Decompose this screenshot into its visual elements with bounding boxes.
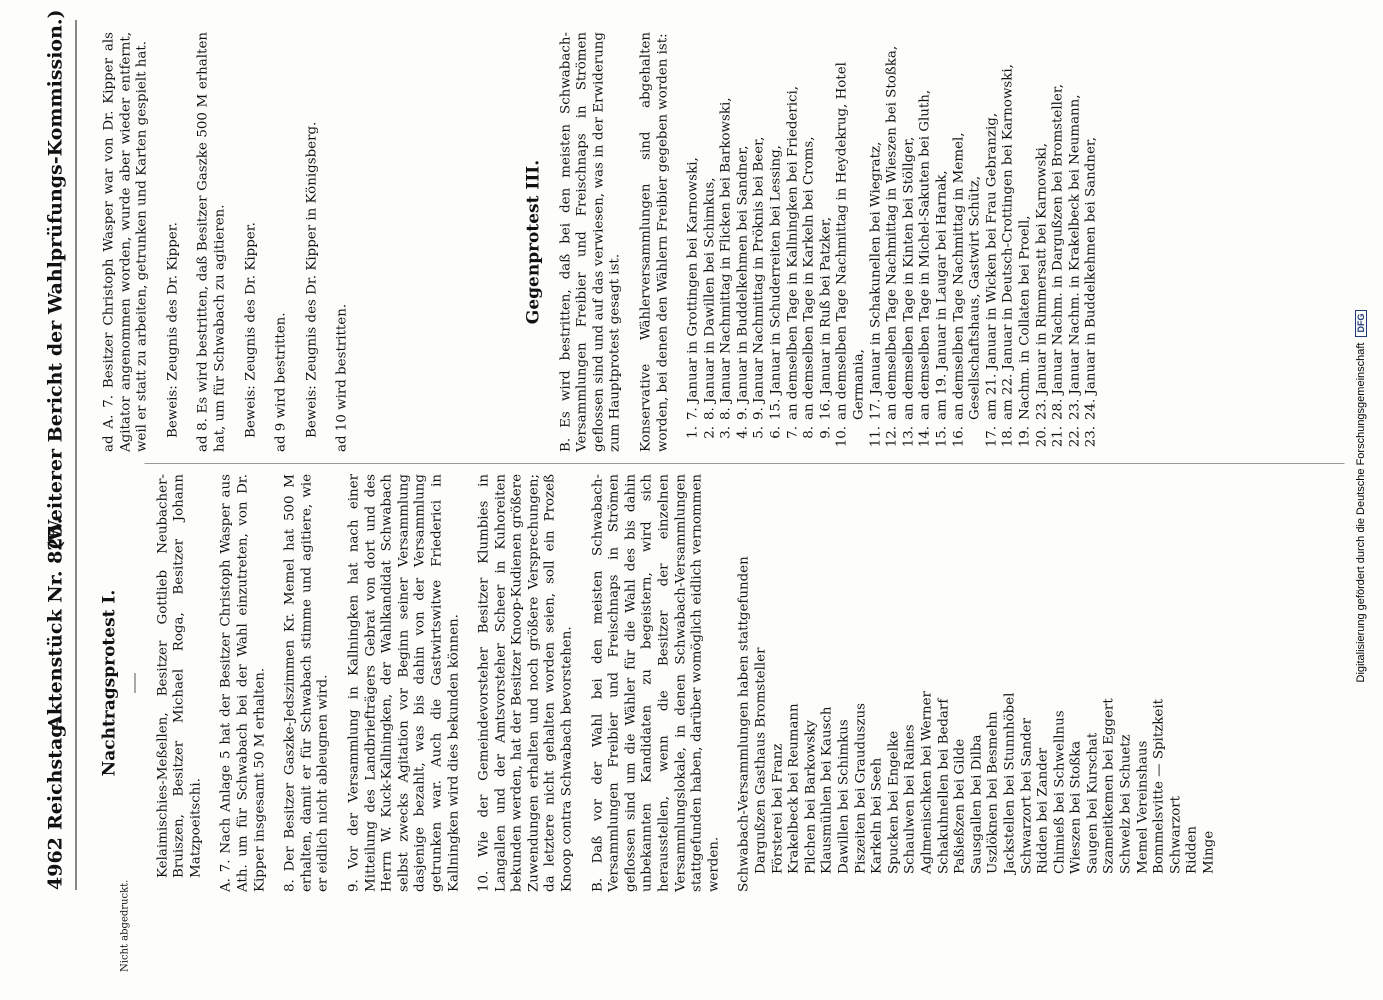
meeting-number: 3. xyxy=(718,426,734,439)
reply-8: ad 8. Es wird bestritten, daß Besitzer Gaszke 500 M erhalten hat, um für Schwabach zu agitieren. xyxy=(195,32,228,452)
location-item: Ridden bei Zander xyxy=(1035,747,1051,874)
meeting-number: 21. xyxy=(1050,426,1066,448)
meeting-number: 23. xyxy=(1083,426,1099,448)
meeting-item xyxy=(885,32,902,452)
location-item: Uszlöknen bei Besmehn xyxy=(985,711,1001,874)
location-item: Minge xyxy=(1201,830,1217,874)
meeting-number: 22. xyxy=(1067,426,1083,448)
location-item: Karkeln bei Seeh xyxy=(869,757,885,874)
dfg-logo: DFG xyxy=(1355,310,1367,337)
meeting-item xyxy=(835,32,868,452)
meeting-text: 8. Januar in Dawillen bei Schimkus, xyxy=(702,177,718,420)
meeting-text: am 19. Januar in Laugar bei Harnak, xyxy=(934,170,950,420)
meeting-list xyxy=(686,32,1101,452)
meeting-text: 28. Januar Nachm. in Dargußzen bei Bromsteller, xyxy=(1050,83,1066,420)
meeting-text: an demselben Tage in Kallningken bei Friederici, xyxy=(785,85,801,420)
meeting-number: 9. xyxy=(818,426,834,439)
meeting-item xyxy=(901,32,918,452)
location-item: Pilchen bei Barkowsky xyxy=(803,720,819,874)
paragraph-9: 9. Vor der Versammlung in Kallningken hat nach einer Mitteilung des Landbriefträgers Gebrat von dort und des Herrn W. Kuck-Kallningken, der Wahlkandidat Schwabach selbst zwecks Agitation vor Beginn seiner Versammlung dasjenige bezahlt, was bis dahin von der Versammlung getrunken war. Auch die Gastwirtswitwe Friederici in Kallningken wird dies bekunden können. xyxy=(346,474,461,892)
meeting-text: 9. Januar Nachmittag in Pröknis bei Beer, xyxy=(751,136,767,420)
meeting-text: an demselben Tage in Michel-Sakuten bei Gluth, xyxy=(917,89,933,420)
meeting-item xyxy=(868,32,885,452)
meeting-item xyxy=(984,32,1001,452)
location-item: Spucken bei Engelke xyxy=(886,730,902,874)
meeting-item xyxy=(935,32,952,452)
page-number: 4962 xyxy=(44,837,67,890)
meeting-number: 2. xyxy=(702,426,718,439)
reply-a7-proof: Beweis: Zeugnis des Dr. Kipper. xyxy=(165,222,181,438)
location-item: Paßießzen bei Gilde xyxy=(952,738,968,874)
location-item: Szameitkemen bei Eggert xyxy=(1101,698,1117,874)
location-item: Krakelbeck bei Reumann xyxy=(786,703,802,874)
meeting-item xyxy=(702,32,719,452)
header-report-title: (Weiterer Bericht der Wahlprüfungs-Kommission.) xyxy=(44,9,67,550)
location-item: Försterei bei Franz xyxy=(770,743,786,874)
meeting-number: 20. xyxy=(1034,426,1050,448)
title-rule xyxy=(134,673,135,693)
location-item: Piszeiten bei Grauduszus xyxy=(853,703,869,874)
column-gap xyxy=(365,32,525,452)
meeting-text: am 22. Januar in Deutsch-Crottingen bei Karnowski, xyxy=(1000,64,1016,420)
meeting-text: 17. Januar in Schakunellen bei Wiegratz, xyxy=(868,141,884,420)
running-header xyxy=(42,9,77,890)
meeting-text: 23. Januar in Rimmersatt bei Karnowski, xyxy=(1034,142,1050,420)
location-item: Sausgallen bei Dilba xyxy=(969,734,985,874)
location-list-intro: Schwabach-Versammlungen haben stattgefunden xyxy=(736,556,752,892)
meeting-item xyxy=(802,32,819,452)
meeting-item xyxy=(1017,32,1034,452)
meeting-item xyxy=(719,32,736,452)
meeting-item xyxy=(1084,32,1101,452)
header-document-number: Aktenstück Nr. 825. xyxy=(44,517,67,730)
location-item: Bommelsvitte — Spitzkeit xyxy=(1151,699,1167,874)
meeting-text: an demselben Tage in Kinten bei Stöllger, xyxy=(901,136,917,420)
meeting-item xyxy=(735,32,752,452)
reply-8-proof: Beweis: Zeugnis des Dr. Kipper. xyxy=(243,222,259,438)
meeting-text: 9. Januar in Buddelkehmen bei Sandner, xyxy=(735,145,751,420)
meeting-number: 15. xyxy=(934,426,950,448)
meeting-item xyxy=(818,32,835,452)
section-title-nachtragsprotest: Nachtragsprotest I. xyxy=(99,589,120,777)
location-item: Dawillen bei Schimkus xyxy=(836,719,852,874)
location-item: Jackstellen bei Stunnhöbel xyxy=(1002,692,1018,874)
meeting-item xyxy=(769,32,786,452)
meeting-number: 10. xyxy=(834,426,850,448)
meeting-text: 7. Januar in Grottingen bei Karnowski, xyxy=(685,157,701,420)
location-item: Klausmühlen bei Kausch xyxy=(819,706,835,874)
paragraph-10: 10. Wie der Gemeindevorsteher Besitzer Klumbies in Langallen und der Amtsvorsteher Scheer in Kuhoreiten bekunden werden, hat der Besitzer Knoop-Kudienen größere Zuwendungen erhalten und noch größere Versprechungen; da letztere nicht gehalten worden seien, soll ein Prozeß Knoop contra Schwabach bevorstehen. xyxy=(476,474,575,892)
intro-paragraph: Kelaimischies-Meßellen, Besitzer Gottlieb Neubacher-Bruiszen, Besitzer Michael Roga, Besitzer Johann Matzpoeitschi. xyxy=(155,474,204,878)
meeting-number: 4. xyxy=(735,426,751,439)
section-title-gegenprotest: Gegenprotest III. xyxy=(523,159,544,325)
paragraph-konservative: Konservative Wählerversammlungen sind abgehalten worden, bei denen den Wählern Freibier gegeben worden ist: xyxy=(638,32,670,452)
meeting-item xyxy=(686,32,703,452)
meeting-number: 8. xyxy=(801,426,817,439)
meeting-text: 16. Januar in Ruß bei Patzker, xyxy=(818,217,834,420)
location-item: Saugen bei Kurschat xyxy=(1085,732,1101,874)
meeting-number: 13. xyxy=(901,426,917,448)
reply-10: ad 10 wird bestritten. xyxy=(334,303,350,452)
meeting-number: 7. xyxy=(785,426,801,439)
digitization-footer xyxy=(1350,0,1372,996)
meeting-number: 18. xyxy=(1000,426,1016,448)
meeting-text: 24. Januar in Buddelkehmen bei Sandner, xyxy=(1083,136,1099,420)
location-item: Ridden xyxy=(1184,825,1200,874)
paragraph-b: B. Daß vor der Wahl bei den meisten Schwabach-Versammlungen Freibier und Freischnaps in Strömen geflossen sind um die Wähler für die Wahl des bis dahin unbekannten Kandidaten zu begeistern, wird sich herausstellen, wenn die Besitzer der einzelnen Versammlungslokale, in denen Schwabach-Versammlungen stattgefunden haben, darüber womöglich eidlich vernommen werden. xyxy=(590,474,722,892)
meeting-number: 12. xyxy=(884,426,900,448)
meeting-item xyxy=(752,32,769,452)
meeting-number: 1. xyxy=(685,426,701,439)
meeting-text: an demselben Tage Nachmittag in Heydekrug, Hotel Germania, xyxy=(834,62,867,420)
meeting-number: 19. xyxy=(1017,426,1033,448)
location-item: Schwarzort bei Sander xyxy=(1019,717,1034,874)
meeting-text: an demselben Tage Nachmittag in Memel, Gesellschaftshaus, Gastwirt Schütz, xyxy=(951,132,983,420)
location-item: Schwarzort xyxy=(1168,795,1184,874)
paragraph-8: 8. Der Besitzer Gaszke-Jedszimmen Kr. Memel hat 500 M erhalten, damit er für Schwabach stimme und agitiere, wie er eidlich nicht ableugnen wird. xyxy=(282,474,331,892)
reply-9: ad 9 wird bestritten. xyxy=(273,312,289,452)
meeting-number: 16. xyxy=(951,426,967,448)
meeting-text: am 21. Januar in Wicken bei Frau Gebranzig, xyxy=(984,112,1000,420)
meeting-item xyxy=(1067,32,1084,452)
footer-text: Digitalisierung gefördert durch die Deutsche Forschungsgemeinschaft xyxy=(1355,342,1367,683)
location-item: Schaulwen bei Raines xyxy=(902,724,918,874)
location-item: Aglmenischken bei Werner xyxy=(919,691,935,874)
meeting-text: 8. Januar Nachmittag in Flicken bei Barkowski, xyxy=(718,97,734,420)
left-column xyxy=(99,474,1219,892)
meeting-number: 6. xyxy=(768,426,784,439)
meeting-number: 17. xyxy=(984,426,1000,448)
meeting-text: 23. Januar Nachm. in Krakelbeck bei Neumann, xyxy=(1067,94,1083,420)
reply-b: B. Es wird bestritten, daß bei den meisten Schwabach-Versammlungen Freibier und Freischnaps in Strömen geflossen sind und auf das verwiesen, was in der Erwiderung zum Hauptprotest gesagt ist. xyxy=(558,32,623,452)
meeting-text: an demselben Tage Nachmittag in Wieszen bei Stoßka, xyxy=(884,45,900,420)
meeting-item xyxy=(951,32,984,452)
margin-note: Nicht abgedruckt. xyxy=(119,879,131,972)
meeting-text: an demselben Tage in Karkeln bei Croms, xyxy=(801,136,817,420)
meeting-item xyxy=(1001,32,1018,452)
location-item: Schwelz bei Schuetz xyxy=(1118,734,1134,874)
location-item: Schakuhnellen bei Bedarf xyxy=(936,698,952,874)
header-reichstag: Reichstag. xyxy=(44,717,67,830)
meeting-text: Nachm. in Collaten bei Proell, xyxy=(1017,215,1033,420)
meeting-item xyxy=(1034,32,1051,452)
location-item: Dargußzen Gasthaus Bromsteller xyxy=(753,647,769,874)
meeting-text: 15. Januar in Schuderreiten bei Lessing, xyxy=(768,145,784,420)
location-item: Chimieß bei Schwellnus xyxy=(1052,710,1068,874)
meeting-number: 14. xyxy=(917,426,933,448)
meeting-item xyxy=(1051,32,1068,452)
reply-a7: ad A. 7. Besitzer Christoph Wasper war von Dr. Kipper als Agitator angenommen worden, wurde aber wieder entfernt, weil er statt zu arbeiten, getrunken und Karten gespielt hat. xyxy=(101,32,150,452)
paragraph-a7: A. 7. Nach Anlage 5 hat der Besitzer Christoph Wasper aus Ath. um für Schwabach bei der Wahl einzutreten, von Dr. Kipper insgesamt 50 M erhalten. xyxy=(218,474,268,892)
meeting-number: 5. xyxy=(751,426,767,439)
reply-9-proof: Beweis: Zeugnis des Dr. Kipper in Königsberg. xyxy=(304,121,320,438)
column-divider xyxy=(145,463,1345,464)
location-item: Wieszen bei Stoßka xyxy=(1068,740,1084,874)
right-column xyxy=(102,32,1101,452)
meeting-number: 11. xyxy=(868,426,884,448)
meeting-item xyxy=(918,32,935,452)
location-item: Memel Vereinshaus xyxy=(1135,740,1151,874)
location-list xyxy=(754,474,1219,892)
meeting-item xyxy=(785,32,802,452)
